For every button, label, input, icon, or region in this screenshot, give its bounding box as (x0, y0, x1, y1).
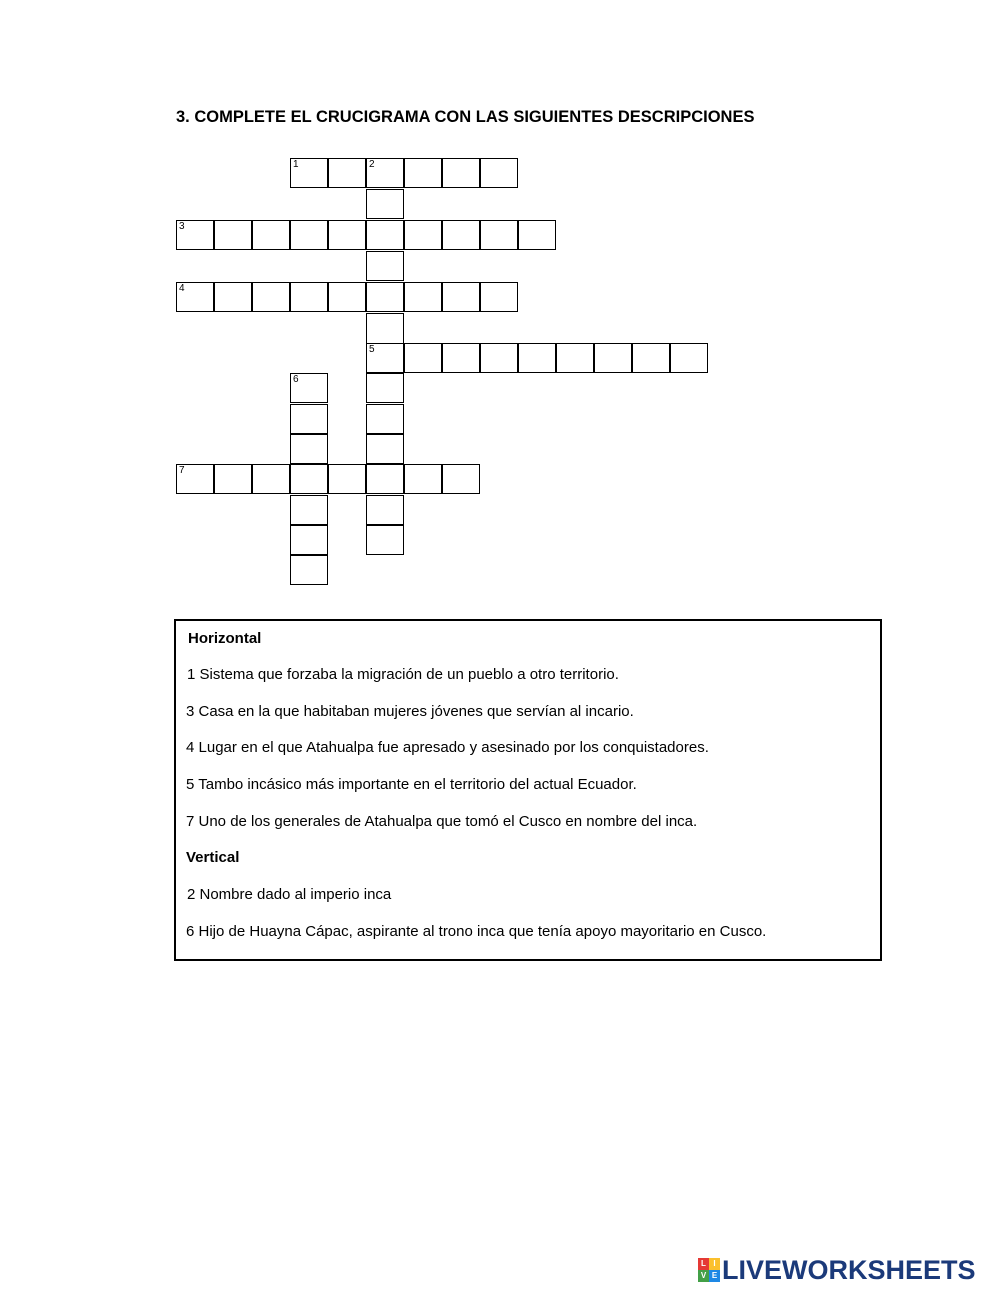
clue-number-label: 3 (179, 221, 185, 232)
crossword-letter-input[interactable] (177, 283, 213, 311)
crossword-letter-input[interactable] (367, 526, 403, 554)
clues-box (174, 619, 882, 961)
crossword-cell[interactable] (328, 282, 366, 312)
crossword-letter-input[interactable] (405, 465, 441, 493)
clue-number-label: 5 (369, 344, 375, 355)
crossword-letter-input[interactable] (519, 221, 555, 249)
crossword-cell[interactable] (366, 464, 404, 494)
logo-badge-letter: V (698, 1270, 709, 1282)
crossword-letter-input[interactable] (177, 221, 213, 249)
crossword-cell[interactable] (366, 343, 404, 373)
crossword-cell[interactable] (290, 464, 328, 494)
crossword-grid (0, 0, 1000, 600)
crossword-cell[interactable] (214, 282, 252, 312)
crossword-letter-input[interactable] (367, 159, 403, 187)
crossword-letter-input[interactable] (253, 465, 289, 493)
vertical-heading: Vertical (186, 849, 240, 866)
crossword-letter-input[interactable] (367, 283, 403, 311)
crossword-cell[interactable] (518, 343, 556, 373)
crossword-letter-input[interactable] (367, 344, 403, 372)
crossword-letter-input[interactable] (291, 159, 327, 187)
crossword-cell[interactable] (404, 343, 442, 373)
crossword-letter-input[interactable] (215, 465, 251, 493)
crossword-cell[interactable] (442, 282, 480, 312)
crossword-cell[interactable] (594, 343, 632, 373)
crossword-cell[interactable] (214, 464, 252, 494)
crossword-letter-input[interactable] (291, 283, 327, 311)
crossword-cell[interactable] (404, 464, 442, 494)
horizontal-heading: Horizontal (188, 630, 262, 647)
crossword-cell[interactable] (442, 158, 480, 188)
crossword-letter-input[interactable] (405, 283, 441, 311)
crossword-letter-input[interactable] (405, 221, 441, 249)
crossword-cell[interactable] (480, 343, 518, 373)
crossword-cell[interactable] (442, 220, 480, 250)
crossword-letter-input[interactable] (557, 344, 593, 372)
clue-horizontal-3: 3 Casa en la que habitaban mujeres jóvenes que servían al incario. (186, 703, 634, 720)
crossword-letter-input[interactable] (367, 252, 403, 280)
crossword-letter-input[interactable] (595, 344, 631, 372)
crossword-letter-input[interactable] (481, 283, 517, 311)
crossword-letter-input[interactable] (329, 221, 365, 249)
crossword-letter-input[interactable] (367, 190, 403, 218)
crossword-letter-input[interactable] (481, 159, 517, 187)
crossword-letter-input[interactable] (443, 221, 479, 249)
crossword-letter-input[interactable] (291, 465, 327, 493)
crossword-cell[interactable] (366, 220, 404, 250)
clue-vertical-6: 6 Hijo de Huayna Cápac, aspirante al trono inca que tenía apoyo mayoritario en Cusco. (186, 923, 767, 940)
crossword-letter-input[interactable] (367, 435, 403, 463)
crossword-cell[interactable] (252, 282, 290, 312)
crossword-cell[interactable] (366, 404, 404, 434)
crossword-cell[interactable] (366, 189, 404, 219)
crossword-cell[interactable] (328, 464, 366, 494)
crossword-letter-input[interactable] (671, 344, 707, 372)
crossword-cell[interactable] (366, 158, 404, 188)
crossword-cell[interactable] (366, 313, 404, 344)
crossword-cell[interactable] (176, 220, 214, 250)
crossword-cell[interactable] (290, 495, 328, 525)
crossword-cell[interactable] (290, 220, 328, 250)
crossword-letter-input[interactable] (443, 344, 479, 372)
clue-horizontal-7: 7 Uno de los generales de Atahualpa que tomó el Cusco en nombre del inca. (186, 813, 698, 830)
crossword-letter-input[interactable] (405, 344, 441, 372)
crossword-letter-input[interactable] (253, 283, 289, 311)
crossword-letter-input[interactable] (215, 221, 251, 249)
crossword-letter-input[interactable] (443, 465, 479, 493)
crossword-cell[interactable] (366, 495, 404, 525)
logo-badge-letter: L (698, 1258, 709, 1270)
crossword-cell[interactable] (214, 220, 252, 250)
crossword-letter-input[interactable] (367, 374, 403, 402)
crossword-letter-input[interactable] (367, 221, 403, 249)
crossword-letter-input[interactable] (329, 283, 365, 311)
logo-badge-letter: E (709, 1270, 720, 1282)
crossword-cell[interactable] (252, 464, 290, 494)
crossword-cell[interactable] (366, 525, 404, 555)
crossword-cell[interactable] (328, 158, 366, 188)
page-title: 3. COMPLETE EL CRUCIGRAMA CON LAS SIGUIENTES DESCRIPCIONES (176, 108, 755, 126)
crossword-letter-input[interactable] (519, 344, 555, 372)
clue-horizontal-5: 5 Tambo incásico más importante en el territorio del actual Ecuador. (186, 776, 637, 793)
crossword-letter-input[interactable] (215, 283, 251, 311)
crossword-cell[interactable] (290, 282, 328, 312)
crossword-cell[interactable] (480, 158, 518, 188)
crossword-letter-input[interactable] (367, 465, 403, 493)
crossword-cell[interactable] (290, 555, 328, 585)
crossword-letter-input[interactable] (329, 465, 365, 493)
crossword-cell[interactable] (366, 251, 404, 281)
clue-vertical-2: 2 Nombre dado al imperio inca (187, 886, 392, 903)
crossword-cell[interactable] (290, 434, 328, 464)
crossword-cell[interactable] (290, 373, 328, 403)
liveworksheets-logo (698, 1253, 976, 1287)
crossword-cell[interactable] (404, 282, 442, 312)
crossword-cell[interactable] (366, 434, 404, 464)
crossword-letter-input[interactable] (443, 159, 479, 187)
crossword-letter-input[interactable] (367, 405, 403, 433)
crossword-letter-input[interactable] (367, 496, 403, 524)
crossword-letter-input[interactable] (633, 344, 669, 372)
crossword-letter-input[interactable] (367, 314, 403, 343)
crossword-cell[interactable] (176, 282, 214, 312)
logo-badge-icon (698, 1258, 720, 1282)
crossword-letter-input[interactable] (405, 159, 441, 187)
logo-badge-letter: I (709, 1258, 720, 1270)
crossword-letter-input[interactable] (481, 344, 517, 372)
crossword-cell[interactable] (404, 220, 442, 250)
crossword-cell[interactable] (632, 343, 670, 373)
crossword-cell[interactable] (366, 282, 404, 312)
crossword-letter-input[interactable] (291, 405, 327, 433)
crossword-letter-input[interactable] (291, 374, 327, 402)
logo-text: LIVEWORKSHEETS (722, 1254, 976, 1285)
crossword-cell[interactable] (290, 404, 328, 434)
crossword-letter-input[interactable] (291, 435, 327, 463)
crossword-cell[interactable] (252, 220, 290, 250)
crossword-letter-input[interactable] (291, 526, 327, 554)
crossword-letter-input[interactable] (443, 283, 479, 311)
crossword-cell[interactable] (480, 282, 518, 312)
clue-number-label: 7 (179, 465, 185, 476)
crossword-letter-input[interactable] (291, 556, 327, 584)
crossword-letter-input[interactable] (291, 496, 327, 524)
crossword-cell[interactable] (442, 343, 480, 373)
crossword-cell[interactable] (442, 464, 480, 494)
crossword-cell[interactable] (404, 158, 442, 188)
clue-horizontal-4: 4 Lugar en el que Atahualpa fue apresado y asesinado por los conquistadores. (186, 739, 709, 756)
crossword-cell[interactable] (290, 525, 328, 555)
crossword-cell[interactable] (328, 220, 366, 250)
clue-number-label: 4 (179, 283, 185, 294)
crossword-letter-input[interactable] (177, 465, 213, 493)
crossword-cell[interactable] (556, 343, 594, 373)
crossword-cell[interactable] (290, 158, 328, 188)
crossword-letter-input[interactable] (291, 221, 327, 249)
crossword-letter-input[interactable] (329, 159, 365, 187)
clue-number-label: 6 (293, 374, 299, 385)
clue-number-label: 1 (293, 159, 299, 170)
clue-horizontal-1: 1 Sistema que forzaba la migración de un pueblo a otro territorio. (187, 666, 619, 683)
crossword-cell[interactable] (670, 343, 708, 373)
crossword-cell[interactable] (366, 373, 404, 403)
clue-number-label: 2 (369, 159, 375, 170)
crossword-letter-input[interactable] (481, 221, 517, 249)
crossword-letter-input[interactable] (253, 221, 289, 249)
crossword-cell[interactable] (176, 464, 214, 494)
crossword-cell[interactable] (518, 220, 556, 250)
crossword-cell[interactable] (480, 220, 518, 250)
